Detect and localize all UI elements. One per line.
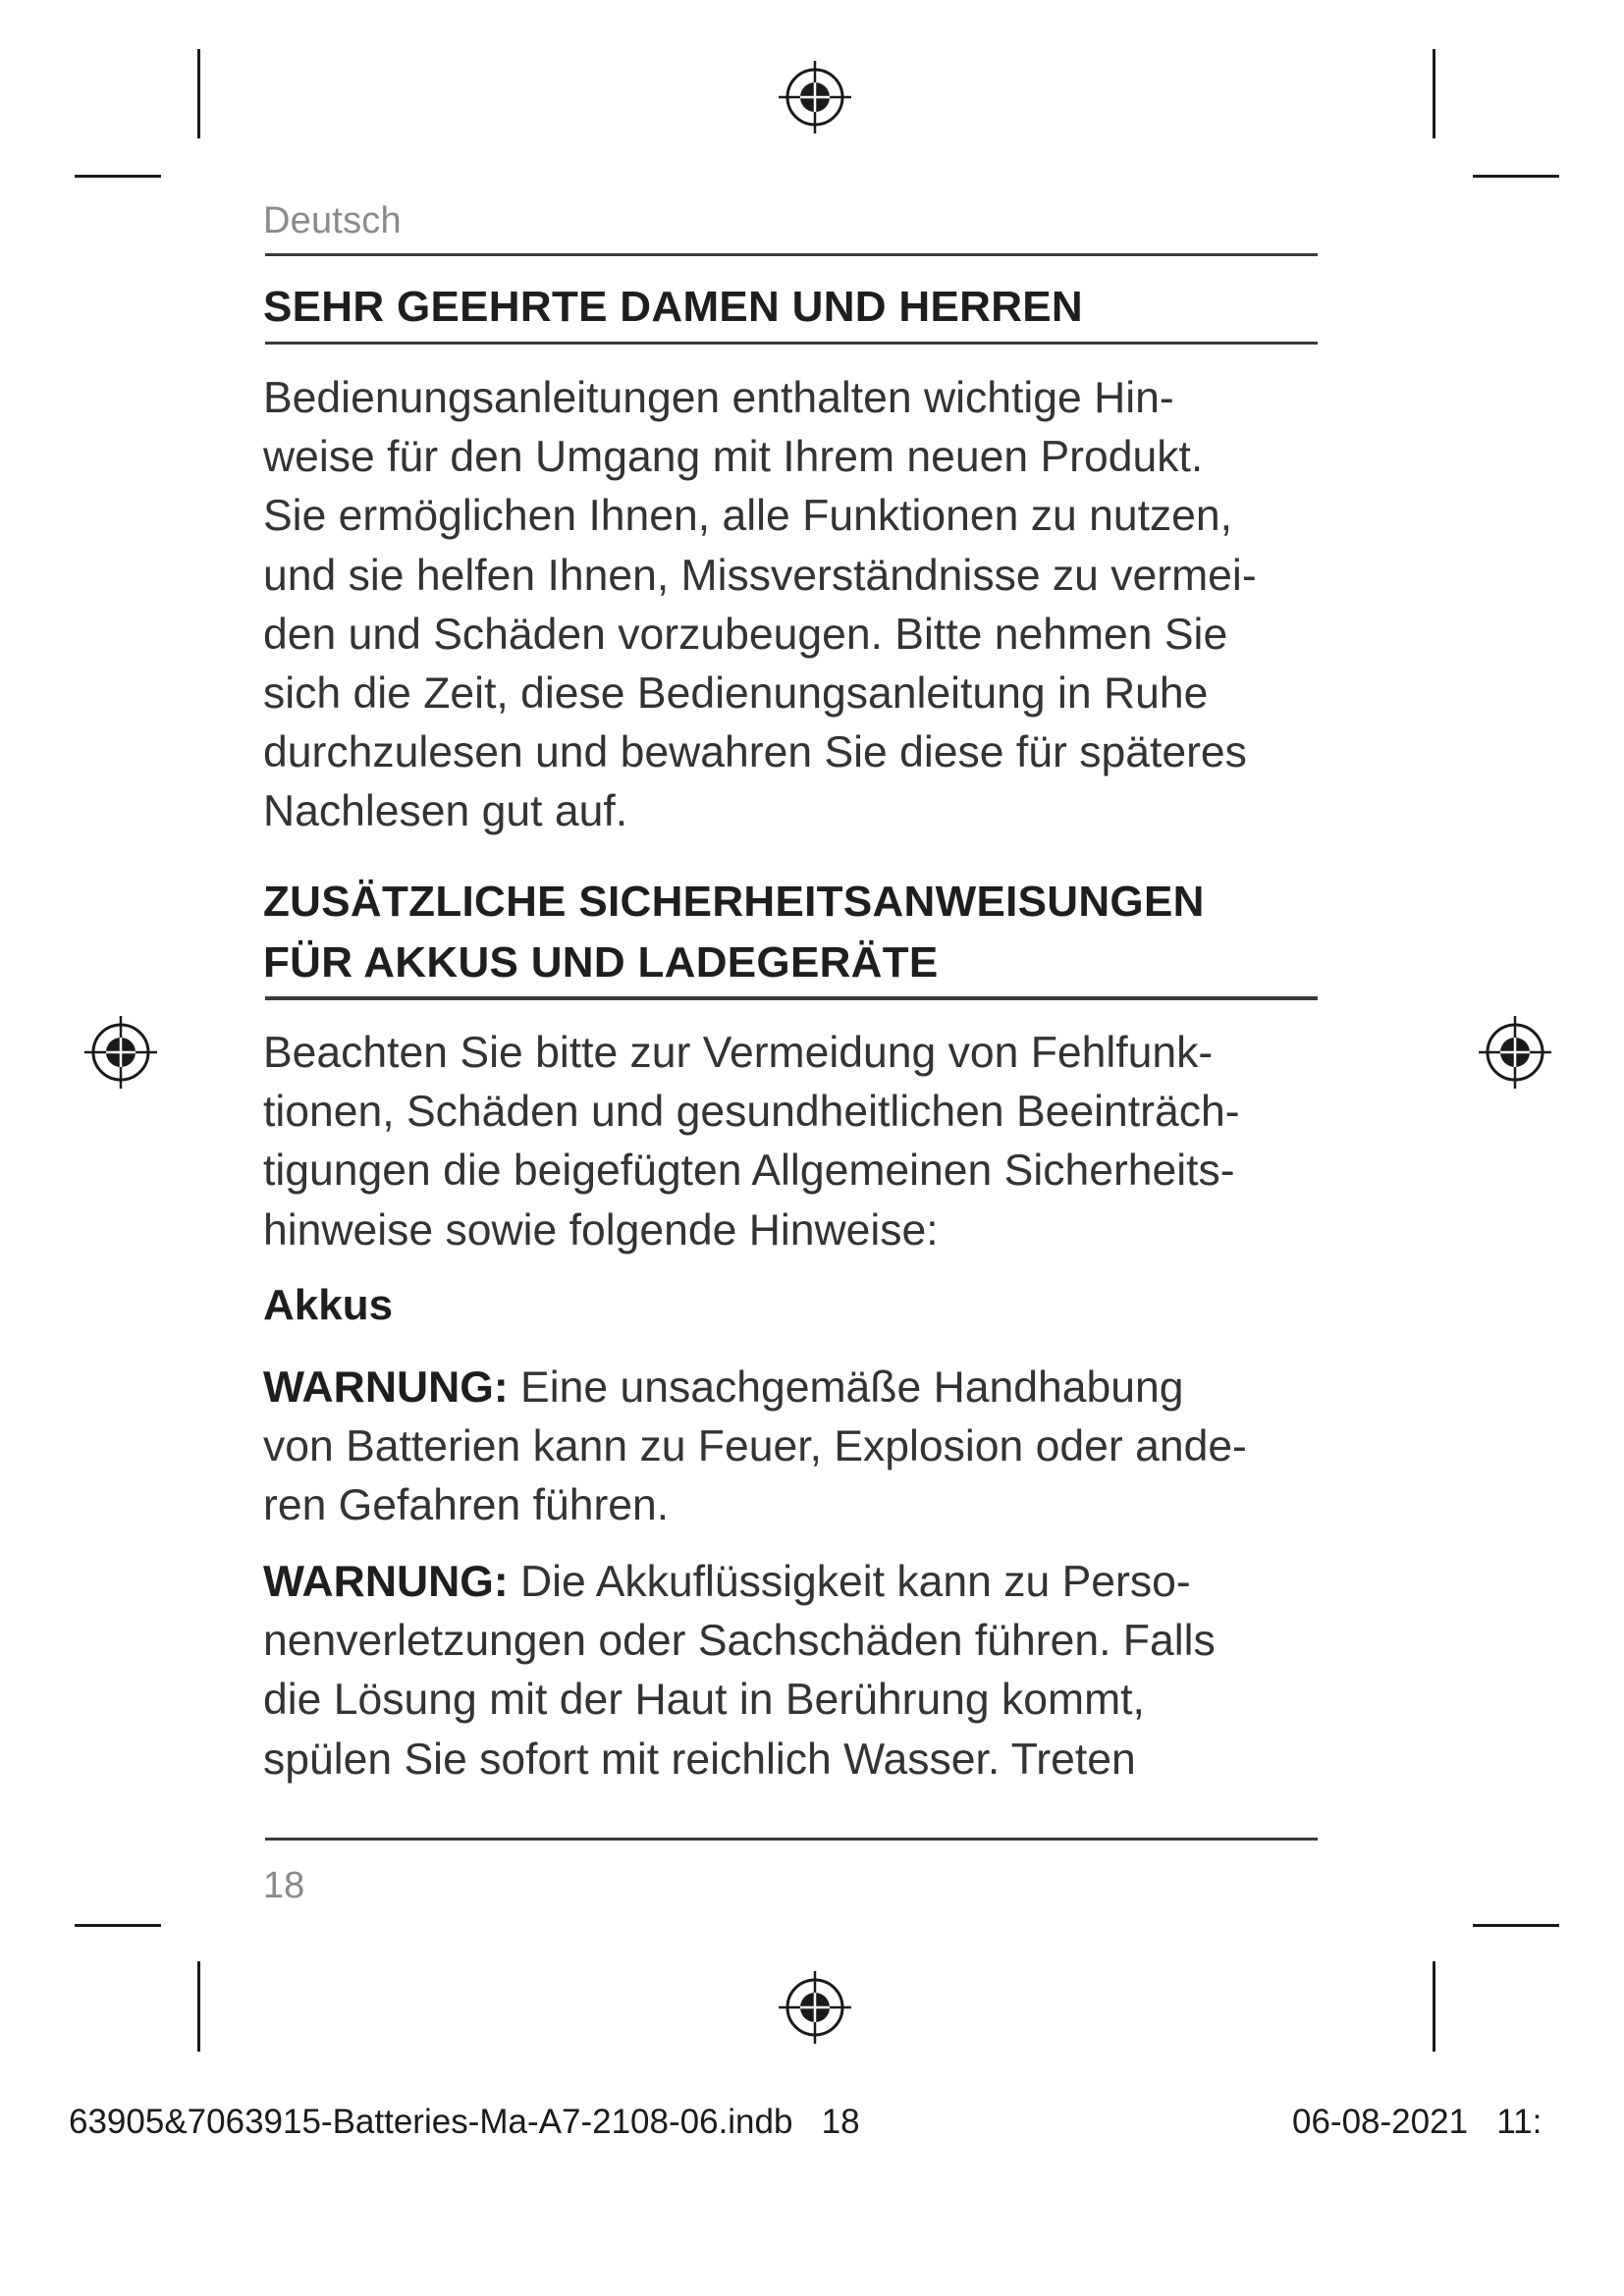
warning-1-text: Eine unsachgemäße Handhabung [508, 1363, 1184, 1412]
section-2-title-line-1: ZUSÄTZLICHE SICHERHEITSANWEISUNGEN [263, 878, 1205, 926]
warning-1-first-line [263, 1359, 1320, 1417]
section-2-title-line-2: FÜR AKKUS UND LADEGERÄTE [263, 938, 939, 987]
body-line: und sie helfen Ihnen, Missverständnisse zu vermei- [263, 551, 1257, 600]
footer-rule [265, 1838, 1318, 1841]
body-line: Sie ermöglichen Ihnen, alle Funktionen zu nutzen, [263, 492, 1233, 541]
crop-mark-top-right [1433, 49, 1435, 138]
body-line: nenverletzungen oder Sachschäden führen. Falls [263, 1617, 1216, 1666]
body-line: den und Schäden vorzubeugen. Bitte nehmen Sie [263, 610, 1228, 659]
section-2-body [263, 1024, 1320, 1260]
slug-file [69, 2103, 860, 2142]
body-line: weise für den Umgang mit Ihrem neuen Produkt. [263, 433, 1204, 482]
warning-label: WARNUNG: [263, 1363, 509, 1412]
body-line: tigungen die beigefügten Allgemeinen Sicherheits- [263, 1147, 1235, 1196]
registration-mark-top [779, 61, 851, 133]
slug-timestamp [1292, 2103, 1542, 2142]
page-number: 18 [263, 1865, 305, 1906]
body-line: durchzulesen und bewahren Sie diese für späteres [263, 728, 1247, 777]
body-line: Beachten Sie bitte zur Vermeidung von Fehlfunk- [263, 1029, 1214, 1077]
body-line: sich die Zeit, diese Bedienungsanleitung in Ruhe [263, 669, 1209, 719]
crop-mark-top-left-h [75, 175, 161, 178]
body-line: die Lösung mit der Haut in Berührung kommt, [263, 1676, 1145, 1725]
crop-mark-top-left [197, 49, 200, 138]
warning-2 [263, 1553, 1320, 1789]
language-label: Deutsch [263, 200, 402, 241]
body-line: spülen Sie sofort mit reichlich Wasser. Treten [263, 1735, 1136, 1784]
crop-mark-bottom-left-h [75, 1924, 161, 1927]
body-line: Nachlesen gut auf. [263, 787, 628, 836]
section-1-title: SEHR GEEHRTE DAMEN UND HERREN [263, 283, 1083, 331]
slug-time: 11: [1496, 2103, 1543, 2141]
registration-mark-left [84, 1016, 157, 1089]
registration-mark-right [1479, 1016, 1551, 1089]
body-line: ren Gefahren führen. [263, 1481, 670, 1530]
warning-1 [263, 1359, 1320, 1536]
crop-mark-top-right-h [1473, 175, 1559, 178]
section-1-body [263, 369, 1320, 842]
warning-2-first-line [263, 1553, 1320, 1612]
warning-2-text: Die Akkuflüssigkeit kann zu Perso- [508, 1558, 1191, 1606]
section-2-title-rule [265, 996, 1318, 1000]
crop-mark-bottom-right-h [1473, 1924, 1559, 1927]
crop-mark-bottom-right [1433, 1961, 1435, 2052]
body-line: von Batterien kann zu Feuer, Explosion oder ande- [263, 1422, 1247, 1471]
body-line: tionen, Schäden und gesundheitlichen Beeinträch- [263, 1088, 1240, 1137]
body-line: hinweise sowie folgende Hinweise: [263, 1205, 939, 1255]
akkus-subheading: Akkus [263, 1281, 394, 1329]
registration-mark-bottom [779, 1971, 851, 2044]
body-line: Bedienungsanleitungen enthalten wichtige Hin- [263, 374, 1174, 422]
section-1-title-rule [265, 342, 1318, 345]
warning-label: WARNUNG: [263, 1558, 509, 1606]
section-2-title [263, 872, 1320, 993]
slug-date: 06-08-2021 [1292, 2103, 1469, 2141]
header-rule [265, 253, 1318, 256]
slug-page: 18 [821, 2103, 860, 2141]
slug-filename: 63905&7063915-Batteries-Ma-A7-2108-06.indb [69, 2103, 793, 2141]
crop-mark-bottom-left [197, 1961, 200, 2052]
